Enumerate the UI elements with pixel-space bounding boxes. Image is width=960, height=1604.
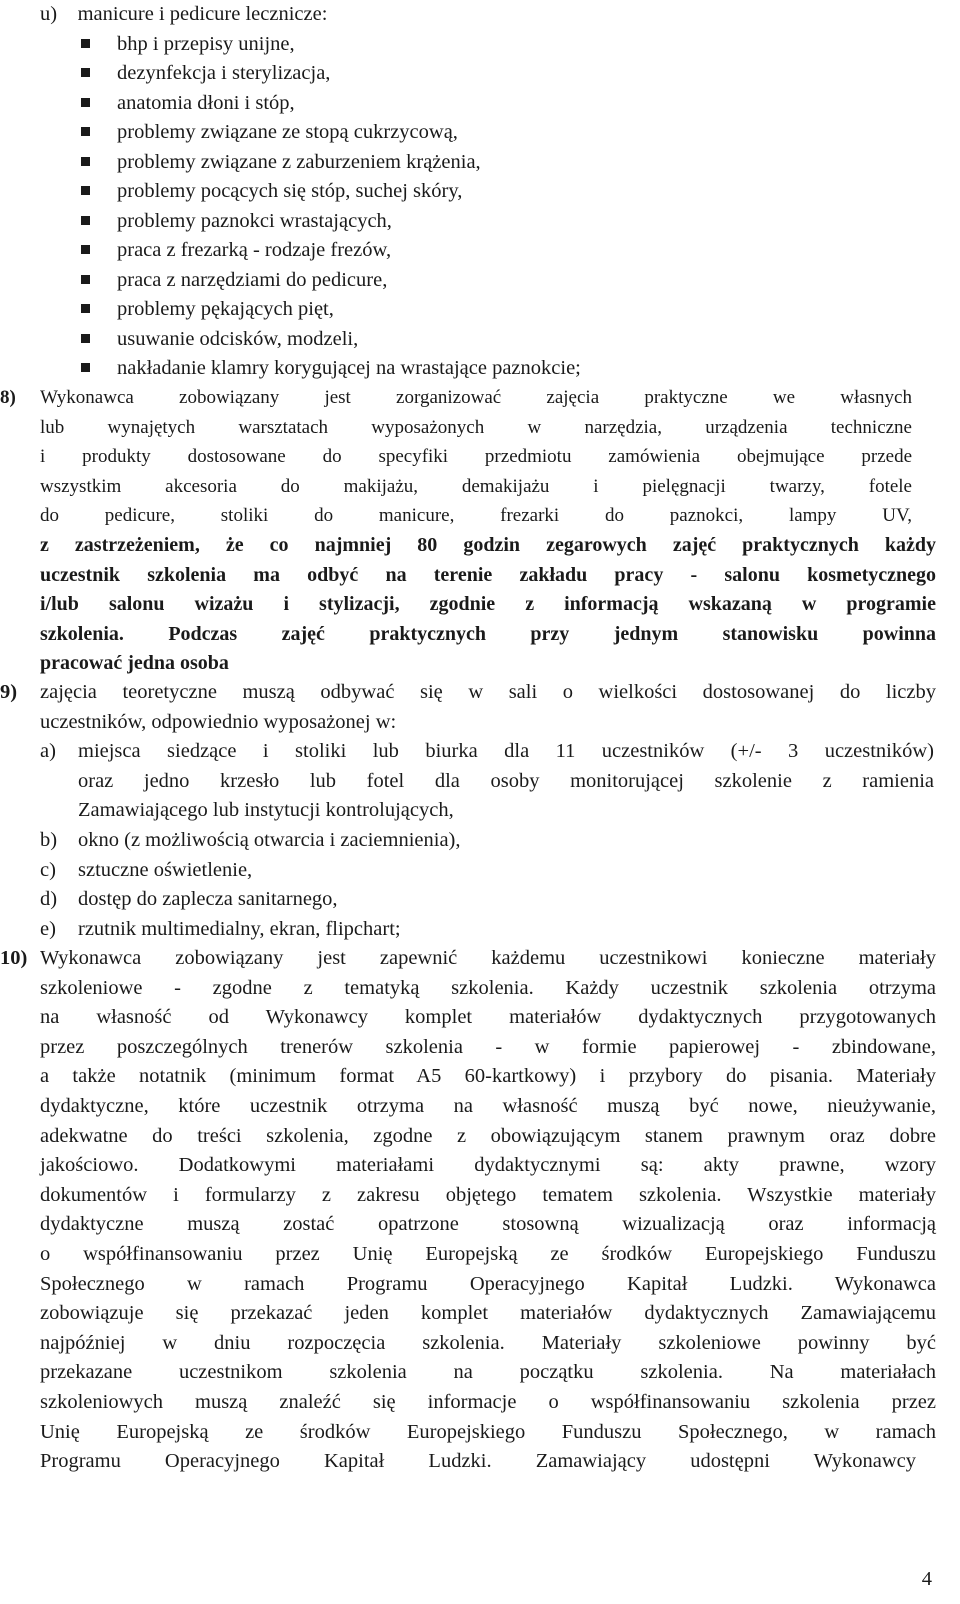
section-u-heading: u) manicure i pedicure lecznicze: [40, 3, 328, 25]
paragraph-9-item-label: d) [40, 888, 58, 911]
paragraph-10-line: dydaktyczne, które uczestnik otrzyma na własność muszą być nowe, nieużywanie, [40, 1095, 936, 1117]
paragraph-10-line: adekwatne do treści szkolenia, zgodne z obowiązującym stanem prawnym oraz dobre [40, 1124, 936, 1147]
paragraph-8-number: 8) [0, 387, 16, 408]
bullet-icon [81, 245, 90, 254]
paragraph-8-line: Wykonawca zobowiązany jest zorganizować zajęcia praktyczne we własnych [40, 387, 912, 408]
paragraph-10-line: zobowiązuje się przekazać jeden komplet materiałów dydaktycznych Zamawiającemu [40, 1302, 936, 1325]
paragraph-8-bold-line: uczestnik szkolenia ma odbyć na terenie zakładu pracy - salonu kosmetycznego [40, 563, 936, 586]
paragraph-9-item-line: Zamawiającego lub instytucji kontrolujących, [78, 799, 454, 822]
paragraph-8-bold-line: szkolenia. Podczas zajęć praktycznych przy jednym stanowisku powinna [40, 622, 936, 645]
paragraph-8-bold-line: z zastrzeżeniem, że co najmniej 80 godzin zegarowych zajęć praktycznych każdy [40, 534, 936, 556]
paragraph-8-line: lub wynajętych warsztatach wyposażonych w narzędzia, urządzenia techniczne [40, 416, 912, 438]
paragraph-9-item-line: sztuczne oświetlenie, [78, 858, 253, 881]
paragraph-9-line: zajęcia teoretyczne muszą odbywać się w sali o wielkości dostosowanej do liczby [40, 681, 936, 703]
paragraph-9-item-line: oraz jedno krzesło lub fotel dla osoby monitorującej szkolenie z ramienia [78, 769, 934, 792]
paragraph-9-item-line: okno (z możliwością otwarcia i zaciemnienia), [78, 829, 461, 851]
paragraph-9-line: uczestników, odpowiednio wyposażonej w: [40, 710, 397, 733]
bullet-icon [81, 334, 90, 343]
paragraph-8-line: i produkty dostosowane do specyfiki przedmiotu zamówienia obejmujące przede [40, 446, 912, 468]
paragraph-10-line: przez poszczególnych trenerów szkolenia - w formie papierowej - zbindowane, [40, 1035, 936, 1058]
bullet-icon [81, 127, 90, 136]
paragraph-9-item-line: rzutnik multimedialny, ekran, flipchart; [78, 917, 401, 940]
paragraph-9-item-line: miejsca siedzące i stoliki lub biurka dla 11 uczestników (+/- 3 uczestników) [78, 740, 934, 763]
paragraph-10-line: najpóźniej w dniu rozpoczęcia szkolenia. Materiały szkoleniowe powinny być [40, 1331, 936, 1354]
paragraph-10-number: 10) [0, 947, 28, 969]
paragraph-10-line: Wykonawca zobowiązany jest zapewnić każdemu uczestnikowi konieczne materiały [40, 947, 936, 969]
paragraph-9-item-label: b) [40, 829, 58, 851]
paragraph-8-last-line: pracować jedna osoba [40, 652, 229, 675]
paragraph-10-line: dokumentów i formularzy z zakresu objętego tematem szkolenia. Wszystkie materiały [40, 1183, 936, 1206]
bullet-item: problemy związane z zaburzeniem krążenia, [117, 150, 481, 173]
bullet-item: usuwanie odcisków, modzeli, [117, 327, 359, 350]
bullet-icon [81, 68, 90, 77]
paragraph-10-line: szkoleniowych muszą znaleźć się informacje o współfinansowaniu szkolenia przez [40, 1391, 936, 1413]
bullet-item: problemy pękających pięt, [117, 298, 334, 320]
paragraph-9-item-line: dostęp do zaplecza sanitarnego, [78, 888, 338, 911]
paragraph-10-line: szkoleniowe - zgodne z tematyką szkolenia. Każdy uczestnik szkolenia otrzyma [40, 976, 936, 999]
bullet-icon [81, 363, 90, 372]
bullet-item: praca z narzędziami do pedicure, [117, 268, 388, 291]
paragraph-8-line: do pedicure, stoliki do manicure, frezarki do paznokci, lampy UV, [40, 505, 912, 527]
bullet-item: anatomia dłoni i stóp, [117, 91, 295, 114]
bullet-icon [81, 304, 90, 313]
paragraph-9-number: 9) [0, 681, 18, 703]
paragraph-10-line: o współfinansowaniu przez Unię Europejską ze środków Europejskiego Funduszu [40, 1243, 936, 1265]
paragraph-10-line: dydaktyczne muszą zostać opatrzone stosowną wizualizacją oraz informacją [40, 1213, 936, 1236]
paragraph-10-line: na własność od Wykonawcy komplet materiałów dydaktycznych przygotowanych [40, 1006, 936, 1029]
bullet-icon [81, 275, 90, 284]
bullet-item: praca z frezarką - rodzaje frezów, [117, 239, 392, 261]
bullet-item: nakładanie klamry korygującej na wrastające paznokcie; [117, 357, 581, 379]
paragraph-10-line: Społecznego w ramach Programu Operacyjnego Kapitał Ludzki. Wykonawca [40, 1272, 936, 1295]
bullet-icon [81, 39, 90, 48]
paragraph-10-line: a także notatnik (minimum format A5 60-kartkowy) i przybory do pisania. Materiały [40, 1065, 936, 1088]
paragraph-8-bold-line: i/lub salonu wizażu i stylizacji, zgodnie z informacją wskazaną w programie [40, 593, 936, 616]
paragraph-10-line: jakościowo. Dodatkowymi materiałami dydaktycznymi są: akty prawne, wzory [40, 1154, 936, 1177]
bullet-item: problemy pocących się stóp, suchej skóry, [117, 180, 463, 202]
bullet-item: dezynfekcja i sterylizacja, [117, 62, 331, 84]
paragraph-10-line: Unię Europejską ze środków Europejskiego Funduszu Społecznego, w ramach [40, 1420, 936, 1443]
bullet-item: problemy paznokci wrastających, [117, 209, 392, 232]
paragraph-10-line: Programu Operacyjnego Kapitał Ludzki. Zamawiający udostępni Wykonawcy [40, 1450, 916, 1473]
page-number: 4 [921, 1568, 932, 1590]
bullet-item: problemy związane ze stopą cukrzycową, [117, 121, 458, 143]
paragraph-9-item-label: e) [40, 917, 56, 940]
bullet-icon [81, 98, 90, 107]
paragraph-8-line: wszystkim akcesoria do makijażu, demakijażu i pielęgnacji twarzy, fotele [40, 475, 912, 497]
bullet-icon [81, 186, 90, 195]
paragraph-9-item-label: c) [40, 858, 56, 881]
bullet-icon [81, 157, 90, 166]
bullet-icon [81, 216, 90, 225]
paragraph-10-line: przekazane uczestnikom szkolenia na początku szkolenia. Na materiałach [40, 1361, 936, 1384]
bullet-item: bhp i przepisy unijne, [117, 32, 295, 55]
paragraph-9-item-label: a) [40, 740, 56, 763]
